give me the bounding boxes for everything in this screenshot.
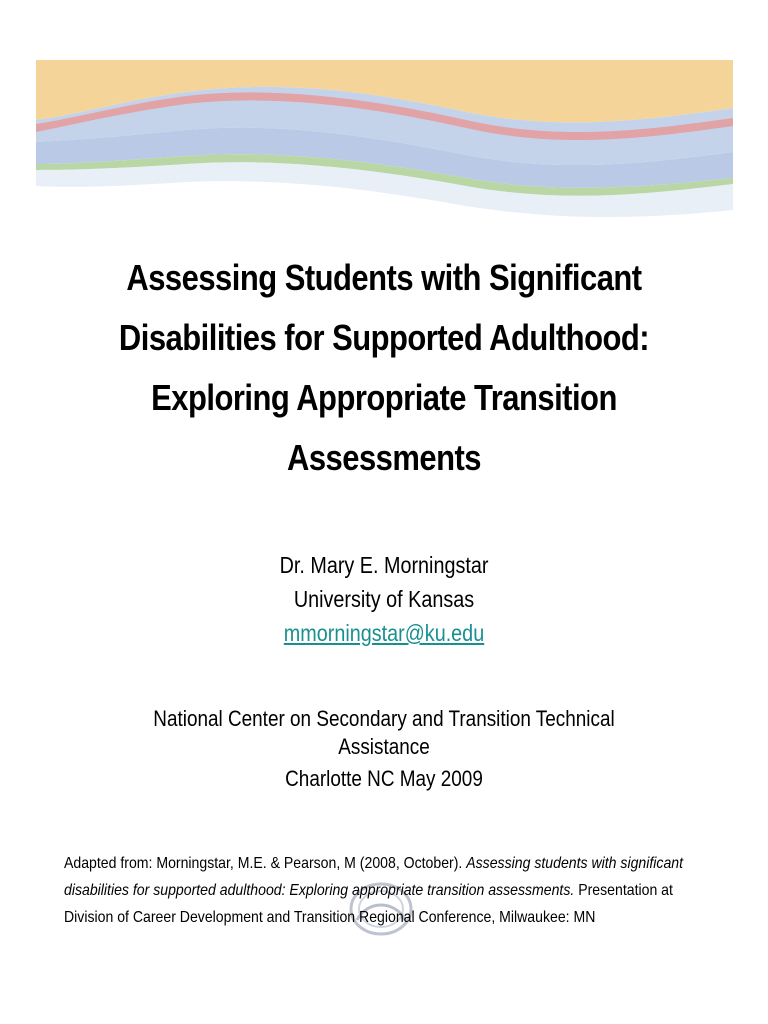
venue-block bbox=[126, 705, 642, 793]
author-name: Dr. Mary E. Morningstar bbox=[279, 552, 489, 578]
title-line-2: Disabilities for Supported Adulthood: bbox=[118, 317, 650, 358]
author-affiliation: University of Kansas bbox=[293, 586, 475, 612]
decorative-wave-banner bbox=[36, 60, 733, 220]
citation-italic-title: Assessing students with significant disabilities for supported adulthood: Exploring appropriate transition assessments. bbox=[64, 855, 684, 899]
venue-date: Charlotte NC May 2009 bbox=[285, 766, 483, 791]
title-line-4: Assessments bbox=[287, 437, 481, 478]
author-block bbox=[169, 548, 599, 650]
venue-line-2: Assistance bbox=[338, 734, 430, 759]
title-line-3: Exploring Appropriate Transition bbox=[151, 377, 617, 418]
citation-suffix: Presentation at Division of Career Development and Transition Regional Conference, Milwaukee: MN bbox=[64, 882, 673, 926]
citation-paragraph bbox=[64, 850, 698, 931]
title-line-1: Assessing Students with Significant bbox=[126, 257, 642, 298]
author-email-link[interactable]: mmorningstar@ku.edu bbox=[283, 620, 485, 646]
citation-prefix: Adapted from: Morningstar, M.E. & Pearson, M (2008, October). bbox=[64, 855, 467, 872]
venue-line-1: National Center on Secondary and Transition Technical bbox=[153, 706, 615, 731]
slide-title bbox=[105, 248, 662, 488]
